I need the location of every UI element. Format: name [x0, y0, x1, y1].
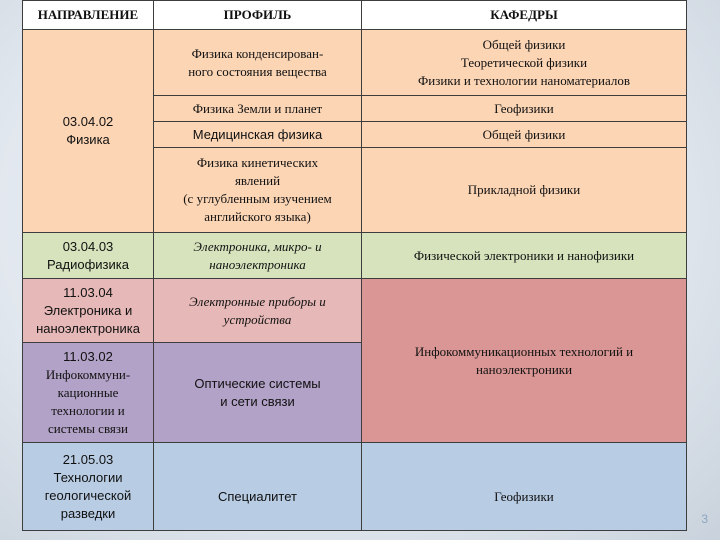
profile-cell: Электронные приборы и устройства	[154, 279, 362, 343]
table-header-row	[23, 1, 687, 30]
direction-infocom: 11.03.02 Инфокоммуни- кационные технологии и системы связи	[23, 343, 154, 443]
header-departments: КАФЕДРЫ	[362, 1, 687, 30]
header-direction: НАПРАВЛЕНИЕ	[23, 1, 154, 30]
profile-cell: Физика Земли и планет	[154, 96, 362, 122]
header-profile: ПРОФИЛЬ	[154, 1, 362, 30]
direction-name: Физика	[66, 132, 110, 147]
direction-code: 11.03.04	[63, 284, 113, 300]
shared-departments-cell: Инфокоммуникационных технологий и наноэлектроники	[362, 279, 687, 443]
direction-name: Радиофизика	[47, 256, 129, 272]
direction-geology: 21.05.03 Технологии геологической разведки	[23, 443, 154, 531]
table-row	[23, 30, 687, 96]
profile-cell: Специалитет	[154, 443, 362, 531]
profile-cell: Оптические системы и сети связи	[154, 343, 362, 443]
directions-table	[22, 0, 687, 531]
direction-code: 11.03.02	[63, 348, 113, 364]
profile-cell: Медицинская физика	[154, 122, 362, 148]
page-number: 3	[701, 512, 708, 526]
table-row	[23, 233, 687, 279]
profile-cell: Физика кинетических явлений (с углубленным изучением английского языка)	[154, 148, 362, 233]
direction-radiophysics	[23, 233, 154, 279]
direction-electronics: 11.03.04 Электроника и наноэлектроника	[23, 279, 154, 343]
departments-cell: Геофизики	[362, 443, 687, 531]
departments-cell: Общей физики Теоретической физики Физики и технологии наноматериалов	[362, 30, 687, 96]
direction-code: 03.04.03	[62, 238, 114, 254]
profile-cell: Электроника, микро- и наноэлектроника	[154, 233, 362, 279]
table-row	[23, 443, 687, 531]
profile-cell: Физика конденсирован- ного состояния вещества	[154, 30, 362, 96]
departments-cell: Геофизики	[362, 96, 687, 122]
direction-code: 03.04.02	[62, 114, 114, 129]
departments-cell: Физической электроники и нанофизики	[362, 233, 687, 279]
direction-physics	[23, 30, 154, 233]
departments-cell: Прикладной физики	[362, 148, 687, 233]
direction-code: 21.05.03	[62, 451, 114, 467]
departments-cell: Общей физики	[362, 122, 687, 148]
table-row	[23, 279, 687, 343]
